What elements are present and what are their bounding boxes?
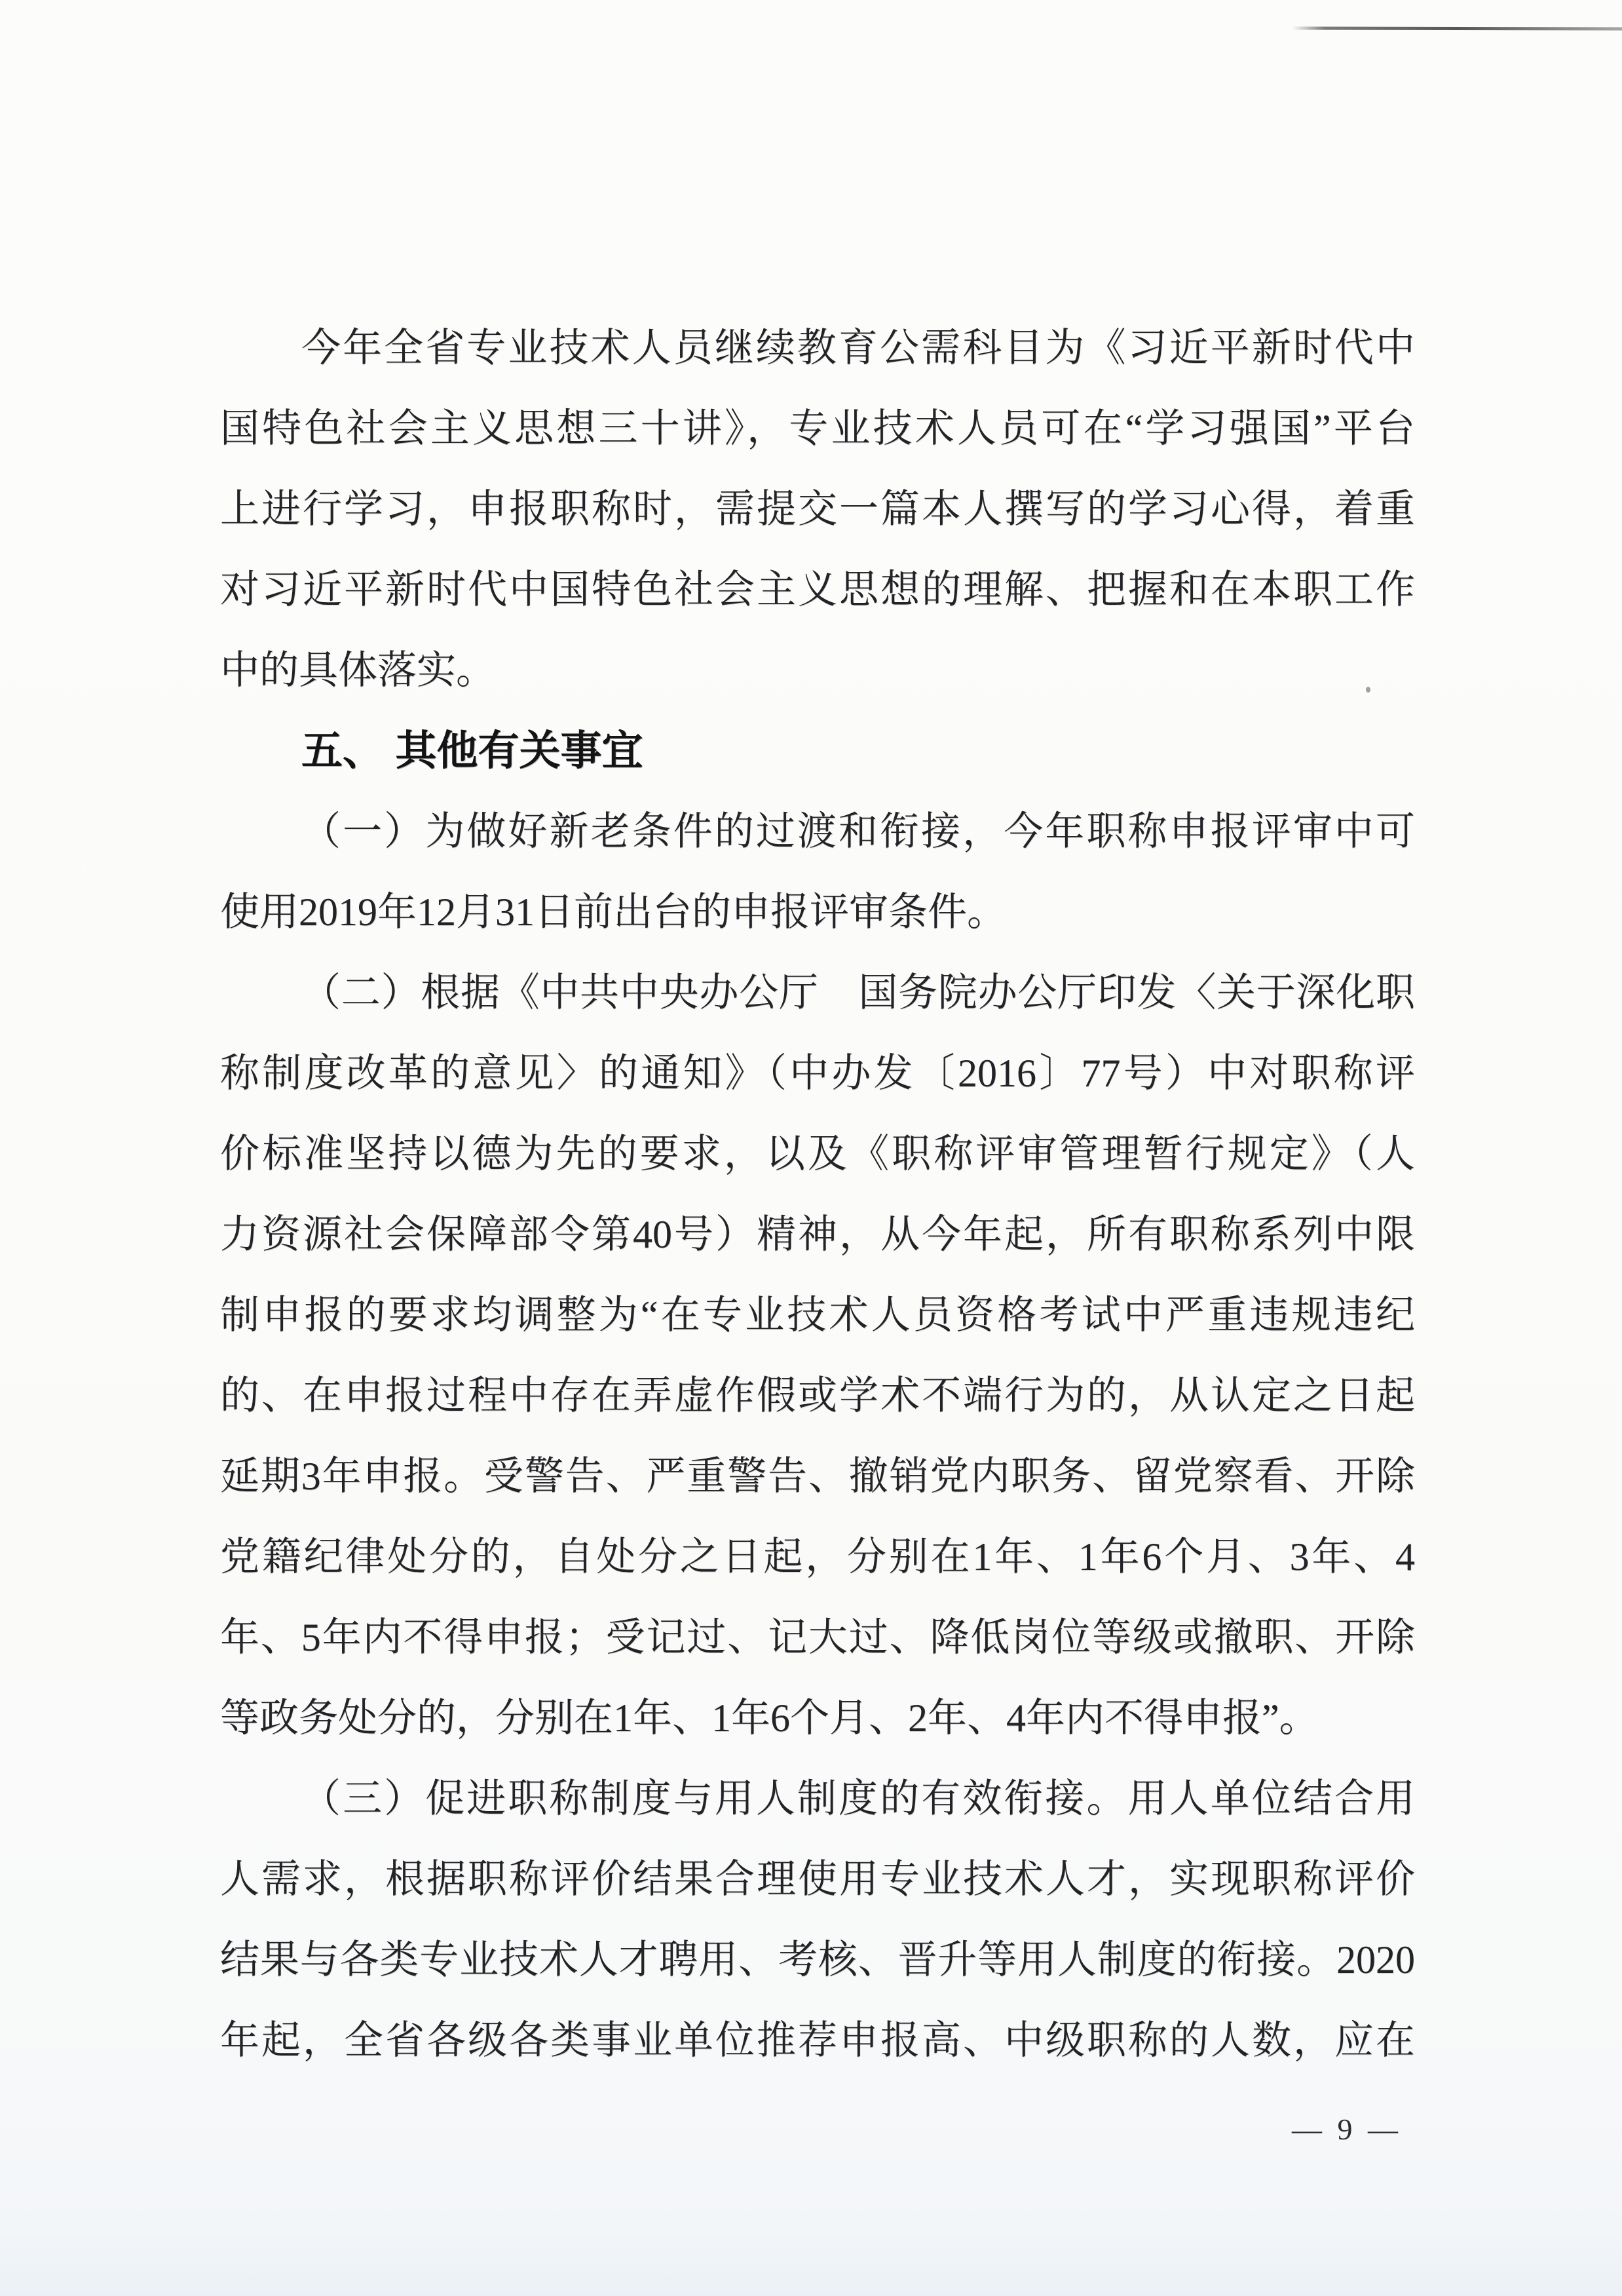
section-heading: 五、 其他有关事宜 <box>301 728 643 774</box>
paragraph-line: （三）促进职称制度与用人制度的有效衔接。用人单位结合用 <box>301 1777 1415 1820</box>
scan-artifact-line <box>1292 26 1622 30</box>
paragraph-line: 国特色社会主义思想三十讲》，专业技术人员可在“学习强国”平台 <box>220 407 1415 450</box>
paragraph-line: 延期3年申报。受警告、严重警告、撤销党内职务、留党察看、开除 <box>220 1455 1415 1498</box>
paragraph-line: （一）为做好新老条件的过渡和衔接，今年职称申报评审中可 <box>301 810 1415 853</box>
paragraph-line: 价标准坚持以德为先的要求，以及《职称评审管理暂行规定》（人 <box>220 1132 1415 1176</box>
paragraph-line: 结果与各类专业技术人才聘用、考核、晋升等用人制度的衔接。2020 <box>220 1938 1415 1981</box>
paragraph-line: 使用2019年12月31日前出台的申报评审条件。 <box>220 890 1006 934</box>
paragraph-line: 对习近平新时代中国特色社会主义思想的理解、把握和在本职工作 <box>220 568 1415 611</box>
paragraph-line: 年起，全省各级各类事业单位推荐申报高、中级职称的人数，应在 <box>220 2019 1415 2062</box>
paragraph-line: （二）根据《中共中央办公厅 国务院办公厅印发〈关于深化职 <box>301 971 1415 1014</box>
paragraph-line: 上进行学习，申报职称时，需提交一篇本人撰写的学习心得，着重 <box>220 488 1415 531</box>
paragraph-line: 党籍纪律处分的，自处分之日起，分别在1年、1年6个月、3年、4 <box>220 1535 1415 1578</box>
paragraph-line: 等政务处分的，分别在1年、1年6个月、2年、4年内不得申报”。 <box>220 1696 1319 1740</box>
paragraph-line: 称制度改革的意见〉的通知》（中办发〔2016〕77号）中对职称评 <box>220 1052 1415 1095</box>
paragraph-line: 制申报的要求均调整为“在专业技术人员资格考试中严重违规违纪 <box>220 1293 1415 1337</box>
text-block <box>220 308 1415 2081</box>
paragraph-line: 今年全省专业技术人员继续教育公需科目为《习近平新时代中 <box>301 326 1415 370</box>
paragraph-line: 年、5年内不得申报；受记过、记大过、降低岗位等级或撤职、开除 <box>220 1616 1415 1659</box>
paragraph-line: 的、在申报过程中存在弄虚作假或学术不端行为的，从认定之日起 <box>220 1374 1415 1417</box>
paragraph-line: 人需求，根据职称评价结果合理使用专业技术人才，实现职称评价 <box>220 1858 1415 1901</box>
scan-artifact-dot <box>1366 687 1370 693</box>
page-number: — 9 — <box>1292 2113 1402 2146</box>
paragraph-line: 中的具体落实。 <box>220 649 495 692</box>
paragraph-line: 力资源社会保障部令第40号）精神，从今年起，所有职称系列中限 <box>220 1213 1415 1256</box>
